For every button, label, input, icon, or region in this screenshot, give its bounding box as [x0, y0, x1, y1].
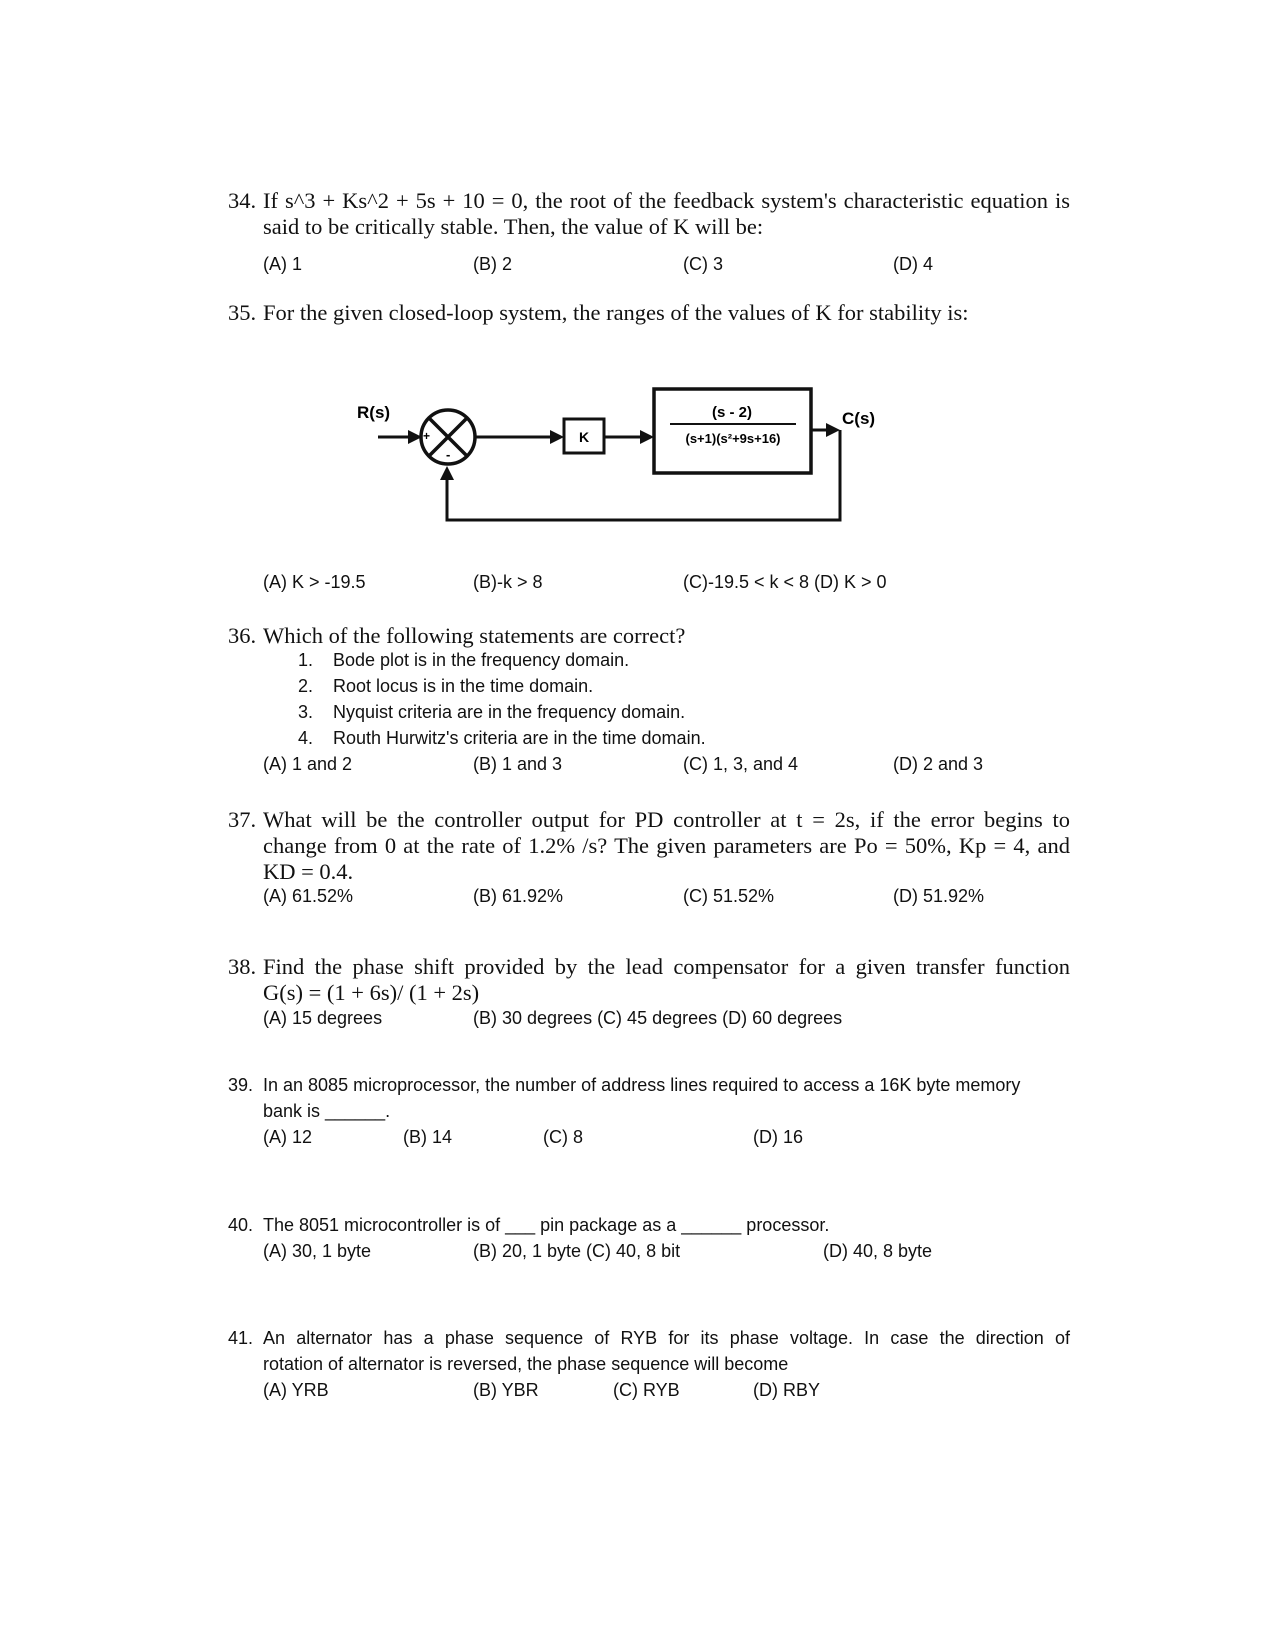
- question-36-option-b: (B) 1 and 3: [473, 754, 563, 774]
- statement-2-text: Root locus is in the time domain.: [333, 676, 594, 696]
- question-34-option-a: (A) 1: [263, 254, 303, 274]
- question-38-options-b-c-d: (B) 30 degrees (C) 45 degrees (D) 60 degrees: [473, 1008, 843, 1028]
- question-39-number: 39.: [228, 1075, 254, 1095]
- diagram-minus-sign: -: [446, 447, 451, 462]
- question-36-option-d: (D) 2 and 3: [893, 754, 984, 774]
- question-39-option-c: (C) 8: [543, 1127, 583, 1147]
- question-41-option-c: (C) RYB: [613, 1380, 680, 1400]
- question-37-text-line3: KD = 0.4.: [263, 859, 354, 884]
- question-34-option-d: (D) 4: [893, 254, 933, 274]
- question-41-option-d: (D) RBY: [753, 1380, 820, 1400]
- block-diagram: [0, 0, 1275, 600]
- question-41-option-a: (A) YRB: [263, 1380, 329, 1400]
- question-35-text: For the given closed-loop system, the ranges of the values of K for stability is:: [263, 300, 969, 325]
- diagram-output-label: C(s): [842, 409, 876, 428]
- question-34-text-line1: If s^3 + Ks^2 + 5s + 10 = 0, the root of the feedback system's characteristic equation is: [263, 188, 1070, 213]
- question-38-option-a: (A) 15 degrees: [263, 1008, 383, 1028]
- question-37-option-c: (C) 51.52%: [683, 886, 775, 906]
- question-35-option-c-d: (C)-19.5 < k < 8 (D) K > 0: [683, 572, 887, 592]
- question-34-option-c: (C) 3: [683, 254, 723, 274]
- question-41-text-line1: An alternator has a phase sequence of RYB for its phase voltage. In case the direction of: [263, 1328, 1070, 1348]
- question-40-option-a: (A) 30, 1 byte: [263, 1241, 372, 1261]
- question-39-option-d: (D) 16: [753, 1127, 804, 1147]
- statement-1-text: Bode plot is in the frequency domain.: [333, 650, 630, 670]
- question-38-text-line1: Find the phase shift provided by the lead compensator for a given transfer function: [263, 954, 1070, 979]
- question-40-options-b-c: (B) 20, 1 byte (C) 40, 8 bit: [473, 1241, 681, 1261]
- diagram-plus-sign: +: [423, 429, 431, 443]
- question-35-number: 35.: [228, 300, 257, 325]
- question-36-number: 36.: [228, 623, 257, 648]
- question-39-option-a: (A) 12: [263, 1127, 313, 1147]
- statement-4-text: Routh Hurwitz's criteria are in the time domain.: [333, 728, 706, 748]
- question-40-number: 40.: [228, 1215, 254, 1235]
- question-38-number: 38.: [228, 954, 257, 979]
- question-35-option-b: (B)-k > 8: [473, 572, 543, 592]
- question-36-text: Which of the following statements are correct?: [263, 623, 686, 648]
- statement-3-text: Nyquist criteria are in the frequency domain.: [333, 702, 686, 722]
- question-40-text: The 8051 microcontroller is of ___ pin package as a ______ processor.: [263, 1215, 830, 1235]
- diagram-input-label: R(s): [357, 403, 391, 422]
- question-40-option-d: (D) 40, 8 byte: [823, 1241, 933, 1261]
- question-41-number: 41.: [228, 1328, 254, 1348]
- gain-label: K: [578, 429, 590, 445]
- question-37-text-line2: change from 0 at the rate of 1.2% /s? The given parameters are Po = 50%, Kp = 4, and: [263, 833, 1070, 858]
- question-37-option-d: (D) 51.92%: [893, 886, 985, 906]
- question-36-option-a: (A) 1 and 2: [263, 754, 353, 774]
- question-41-option-b: (B) YBR: [473, 1380, 539, 1400]
- transfer-function-denominator: (s+1)(s²+9s+16): [685, 431, 781, 446]
- question-39-option-b: (B) 14: [403, 1127, 453, 1147]
- question-37-option-a: (A) 61.52%: [263, 886, 354, 906]
- question-41-text-line2: rotation of alternator is reversed, the phase sequence will become: [263, 1354, 789, 1374]
- question-37-option-b: (B) 61.92%: [473, 886, 564, 906]
- question-39-text-line1: In an 8085 microprocessor, the number of address lines required to access a 16K byte memory: [263, 1075, 1021, 1095]
- statement-4-number: 4.: [298, 728, 314, 748]
- question-34-text-line2: said to be critically stable. Then, the value of K will be:: [263, 214, 764, 239]
- question-39-text-line2: bank is ______.: [263, 1101, 391, 1121]
- statement-2-number: 2.: [298, 676, 314, 696]
- statement-3-number: 3.: [298, 702, 314, 722]
- question-34-number: 34.: [228, 188, 257, 213]
- question-35-option-a: (A) K > -19.5: [263, 572, 366, 592]
- question-37-text-line1: What will be the controller output for PD controller at t = 2s, if the error begins to: [263, 807, 1070, 832]
- question-38-text-line2: G(s) = (1 + 6s)/ (1 + 2s): [263, 980, 480, 1005]
- question-34-option-b: (B) 2: [473, 254, 513, 274]
- question-37-number: 37.: [228, 807, 257, 832]
- statement-1-number: 1.: [298, 650, 314, 670]
- question-36-option-c: (C) 1, 3, and 4: [683, 754, 799, 774]
- transfer-function-numerator: (s - 2): [711, 404, 753, 421]
